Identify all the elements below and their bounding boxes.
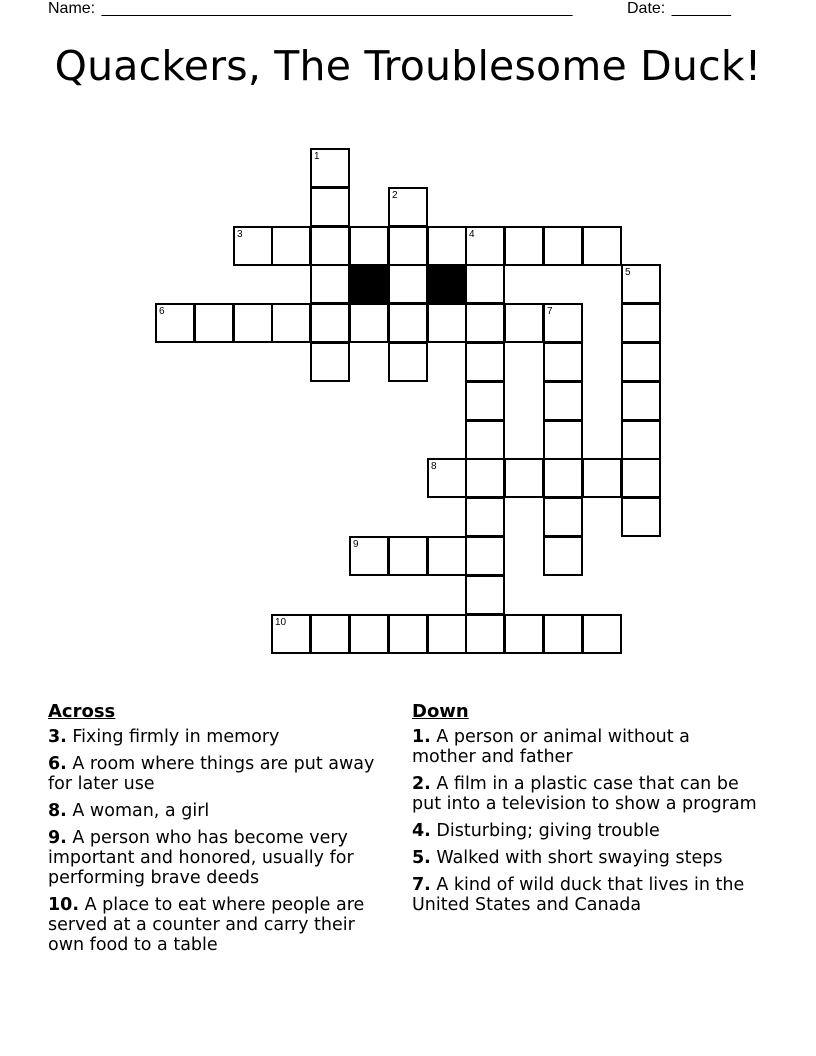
answer-cell[interactable] bbox=[621, 420, 661, 460]
answer-cell[interactable] bbox=[621, 458, 661, 498]
date-label: Date: bbox=[627, 0, 666, 17]
answer-cell[interactable] bbox=[543, 497, 583, 537]
clue-number: 8 bbox=[431, 461, 437, 472]
down-heading: Down bbox=[412, 701, 469, 722]
answer-cell[interactable] bbox=[465, 342, 505, 382]
answer-cell[interactable] bbox=[543, 614, 583, 654]
date-line: _______ bbox=[671, 0, 731, 17]
clue-number-label: 3. bbox=[48, 727, 67, 747]
clue-number-label: 4. bbox=[412, 821, 431, 841]
across-clues bbox=[48, 701, 393, 962]
answer-cell[interactable] bbox=[621, 264, 661, 304]
clue-number-label: 8. bbox=[48, 801, 67, 821]
answer-cell[interactable] bbox=[465, 497, 505, 537]
answer-cell[interactable] bbox=[388, 303, 428, 343]
answer-cell[interactable] bbox=[310, 187, 350, 227]
answer-cell[interactable] bbox=[543, 420, 583, 460]
clue-number: 5 bbox=[625, 267, 631, 278]
clue-text: A place to eat where people are served at a counter and carry their own food to a table bbox=[48, 895, 365, 955]
answer-cell[interactable] bbox=[465, 303, 505, 343]
across-heading: Across bbox=[48, 701, 116, 722]
answer-cell[interactable] bbox=[388, 536, 428, 576]
answer-cell[interactable] bbox=[504, 226, 544, 266]
name-label: Name: bbox=[48, 0, 96, 17]
answer-cell[interactable] bbox=[582, 614, 622, 654]
answer-cell[interactable] bbox=[271, 226, 311, 266]
across-clue bbox=[48, 895, 393, 955]
down-clue-list bbox=[412, 727, 757, 915]
answer-cell[interactable] bbox=[621, 303, 661, 343]
answer-cell[interactable] bbox=[155, 303, 195, 343]
answer-cell[interactable] bbox=[233, 226, 273, 266]
down-clue bbox=[412, 774, 757, 814]
answer-cell[interactable] bbox=[349, 226, 389, 266]
clue-number-label: 10. bbox=[48, 895, 80, 915]
black-square bbox=[349, 264, 389, 304]
clue-text: A film in a plastic case that can be put into a television to show a program bbox=[412, 774, 757, 814]
clue-text: Walked with short swaying steps bbox=[430, 848, 723, 868]
answer-cell[interactable] bbox=[543, 226, 583, 266]
down-clue bbox=[412, 821, 757, 841]
clue-number-label: 5. bbox=[412, 848, 431, 868]
clue-number-label: 2. bbox=[412, 774, 431, 794]
clue-number: 6 bbox=[159, 306, 165, 317]
answer-cell[interactable] bbox=[271, 614, 311, 654]
answer-cell[interactable] bbox=[427, 536, 467, 576]
across-clue bbox=[48, 828, 393, 888]
page-title: Quackers, The Troublesome Duck! bbox=[54, 42, 762, 90]
clue-text: Fixing firmly in memory bbox=[66, 727, 280, 747]
clue-text: A room where things are put away for later use bbox=[48, 754, 375, 794]
answer-cell[interactable] bbox=[233, 303, 273, 343]
answer-cell[interactable] bbox=[465, 420, 505, 460]
answer-cell[interactable] bbox=[543, 536, 583, 576]
answer-cell[interactable] bbox=[465, 614, 505, 654]
across-clue bbox=[48, 801, 393, 821]
clue-text: A kind of wild duck that lives in the United States and Canada bbox=[412, 875, 745, 915]
clue-number-label: 9. bbox=[48, 828, 67, 848]
clue-number: 9 bbox=[353, 539, 359, 550]
answer-cell[interactable] bbox=[465, 381, 505, 421]
clue-text: A person or animal without a mother and father bbox=[412, 727, 690, 767]
answer-cell[interactable] bbox=[388, 226, 428, 266]
answer-cell[interactable] bbox=[310, 303, 350, 343]
answer-cell[interactable] bbox=[504, 303, 544, 343]
name-line: ________________________________________________________ bbox=[101, 0, 572, 17]
answer-cell[interactable] bbox=[427, 458, 467, 498]
answer-cell[interactable] bbox=[582, 226, 622, 266]
answer-cell[interactable] bbox=[271, 303, 311, 343]
answer-cell[interactable] bbox=[388, 342, 428, 382]
answer-cell[interactable] bbox=[465, 226, 505, 266]
answer-cell[interactable] bbox=[465, 264, 505, 304]
down-clue bbox=[412, 727, 757, 767]
clue-number: 2 bbox=[392, 190, 398, 201]
answer-cell[interactable] bbox=[504, 614, 544, 654]
clue-number: 4 bbox=[469, 229, 475, 240]
answer-cell[interactable] bbox=[582, 458, 622, 498]
answer-cell[interactable] bbox=[194, 303, 234, 343]
answer-cell[interactable] bbox=[427, 614, 467, 654]
answer-cell[interactable] bbox=[621, 342, 661, 382]
answer-cell[interactable] bbox=[349, 614, 389, 654]
answer-cell[interactable] bbox=[349, 536, 389, 576]
answer-cell[interactable] bbox=[427, 303, 467, 343]
answer-cell[interactable] bbox=[310, 614, 350, 654]
clue-text: A person who has become very important and honored, usually for performing brave deeds bbox=[48, 828, 354, 888]
clue-number: 3 bbox=[237, 229, 243, 240]
answer-cell[interactable] bbox=[621, 381, 661, 421]
down-clues bbox=[412, 701, 757, 922]
clue-number-label: 7. bbox=[412, 875, 431, 895]
answer-cell[interactable] bbox=[465, 536, 505, 576]
answer-cell[interactable] bbox=[310, 148, 350, 188]
answer-cell[interactable] bbox=[388, 264, 428, 304]
clue-text: Disturbing; giving trouble bbox=[430, 821, 660, 841]
answer-cell[interactable] bbox=[310, 264, 350, 304]
black-square bbox=[427, 264, 467, 304]
answer-cell[interactable] bbox=[310, 226, 350, 266]
answer-cell[interactable] bbox=[388, 187, 428, 227]
answer-cell[interactable] bbox=[543, 342, 583, 382]
answer-cell[interactable] bbox=[543, 303, 583, 343]
clue-number: 10 bbox=[275, 617, 287, 628]
across-clue bbox=[48, 754, 393, 794]
down-clue bbox=[412, 875, 757, 915]
down-clue bbox=[412, 848, 757, 868]
across-clue bbox=[48, 727, 393, 747]
answer-cell[interactable] bbox=[543, 458, 583, 498]
answer-cell[interactable] bbox=[543, 381, 583, 421]
clue-number-label: 1. bbox=[412, 727, 431, 747]
answer-cell[interactable] bbox=[621, 497, 661, 537]
answer-cell[interactable] bbox=[349, 303, 389, 343]
answer-cell[interactable] bbox=[465, 575, 505, 615]
answer-cell[interactable] bbox=[504, 458, 544, 498]
answer-cell[interactable] bbox=[465, 458, 505, 498]
answer-cell[interactable] bbox=[310, 342, 350, 382]
answer-cell[interactable] bbox=[427, 226, 467, 266]
clue-number: 1 bbox=[314, 151, 320, 162]
clue-text: A woman, a girl bbox=[66, 801, 210, 821]
across-clue-list bbox=[48, 727, 393, 955]
clue-number: 7 bbox=[547, 306, 553, 317]
clue-number-label: 6. bbox=[48, 754, 67, 774]
answer-cell[interactable] bbox=[388, 614, 428, 654]
